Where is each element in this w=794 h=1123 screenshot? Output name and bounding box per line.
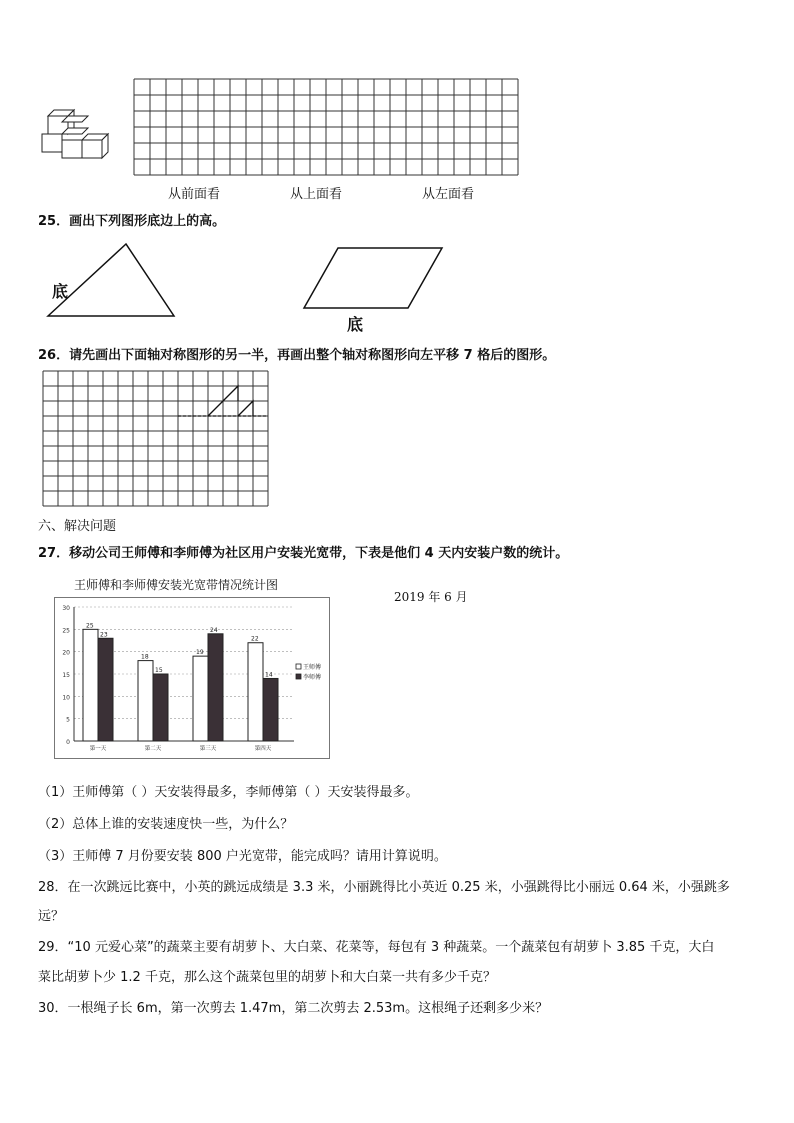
chart-title: 王师傅和李师傅安装光宽带情况统计图: [74, 578, 279, 592]
bar-wang: [248, 643, 263, 741]
q27-sub1: （1）王师傅第（ ）天安装得最多，李师傅第（ ）天安装得最多。: [38, 785, 419, 800]
triangle-base-label: 底: [52, 282, 69, 301]
data-label: 15: [155, 667, 163, 674]
y-tick-label: 10: [62, 694, 70, 702]
parallelogram-base-label: 底: [347, 315, 364, 334]
legend-swatch: [296, 664, 301, 669]
cube-figure: [38, 100, 114, 160]
view-label-front: 从前面看: [168, 187, 221, 202]
y-tick-label: 5: [66, 716, 70, 724]
data-label: 14: [265, 671, 273, 679]
view-label-left: 从左面看: [422, 187, 475, 202]
y-tick-label: 25: [62, 627, 70, 635]
legend-swatch: [296, 674, 301, 679]
half-figure-small: [238, 401, 253, 416]
y-tick-label: 20: [62, 649, 70, 657]
q27-text: 27．移动公司王师傅和李师傅为社区用户安装光宽带，下表是他们 4 天内安装户数的统计。: [38, 546, 569, 561]
bar-wang: [138, 661, 153, 741]
data-label: 22: [251, 635, 259, 643]
bar-li: [263, 678, 278, 741]
x-tick-label: 第一天: [89, 746, 107, 752]
symmetry-grid[interactable]: [42, 370, 270, 510]
y-tick-label: 30: [62, 605, 70, 612]
chart-date: 2019 年 6 月: [394, 590, 468, 604]
data-label: 25: [86, 622, 94, 630]
q26-text: 26．请先画出下面轴对称图形的另一半，再画出整个轴对称图形向左平移 7 格后的图形。: [38, 348, 556, 363]
legend-label: 李师傅: [303, 674, 322, 681]
data-label: 19: [196, 649, 204, 657]
bar-wang: [83, 629, 98, 741]
q28-line1: 28．在一次跳远比赛中，小英的跳远成绩是 3.3 米，小丽跳得比小英近 0.25 米，小强跳得比小丽远 0.64 米，小强跳多: [38, 880, 730, 895]
legend-label: 王师傅: [303, 664, 322, 671]
view-grid[interactable]: [133, 78, 519, 176]
bar-chart: [54, 597, 330, 759]
parallelogram-figure[interactable]: [298, 244, 448, 312]
x-tick-label: 第三天: [199, 746, 217, 752]
q28-line2: 远？: [38, 909, 65, 924]
q25-text: 25．画出下列图形底边上的高。: [38, 214, 226, 229]
bar-li: [153, 674, 168, 741]
data-label: 24: [210, 626, 218, 634]
bar-li: [98, 638, 113, 741]
y-tick-label: 15: [62, 672, 70, 679]
x-tick-label: 第四天: [254, 746, 272, 752]
q27-sub3: （3）王师傅 7 月份要安装 800 户光宽带，能完成吗？请用计算说明。: [38, 849, 447, 864]
q29-line1: 29．“10 元爱心菜”的蔬菜主要有胡萝卜、大白菜、花菜等，每包有 3 种蔬菜。一个蔬菜包有胡萝卜 3.85 千克，大白: [38, 940, 715, 955]
data-label: 23: [100, 631, 108, 639]
x-tick-label: 第二天: [144, 746, 162, 752]
bar-li: [208, 634, 223, 741]
section-heading: 六、解决问题: [38, 519, 117, 534]
view-label-top: 从上面看: [290, 187, 343, 202]
bar-wang: [193, 656, 208, 741]
data-label: 18: [141, 653, 149, 661]
q30-text: 30．一根绳子长 6m，第一次剪去 1.47m，第二次剪去 2.53m。这根绳子还剩多少米？: [38, 1001, 549, 1016]
q27-sub2: （2）总体上谁的安装速度快一些，为什么？: [38, 817, 294, 832]
y-tick-label: 0: [66, 739, 70, 746]
q29-line2: 菜比胡萝卜少 1.2 千克，那么这个蔬菜包里的胡萝卜和大白菜一共有多少千克？: [38, 970, 496, 985]
